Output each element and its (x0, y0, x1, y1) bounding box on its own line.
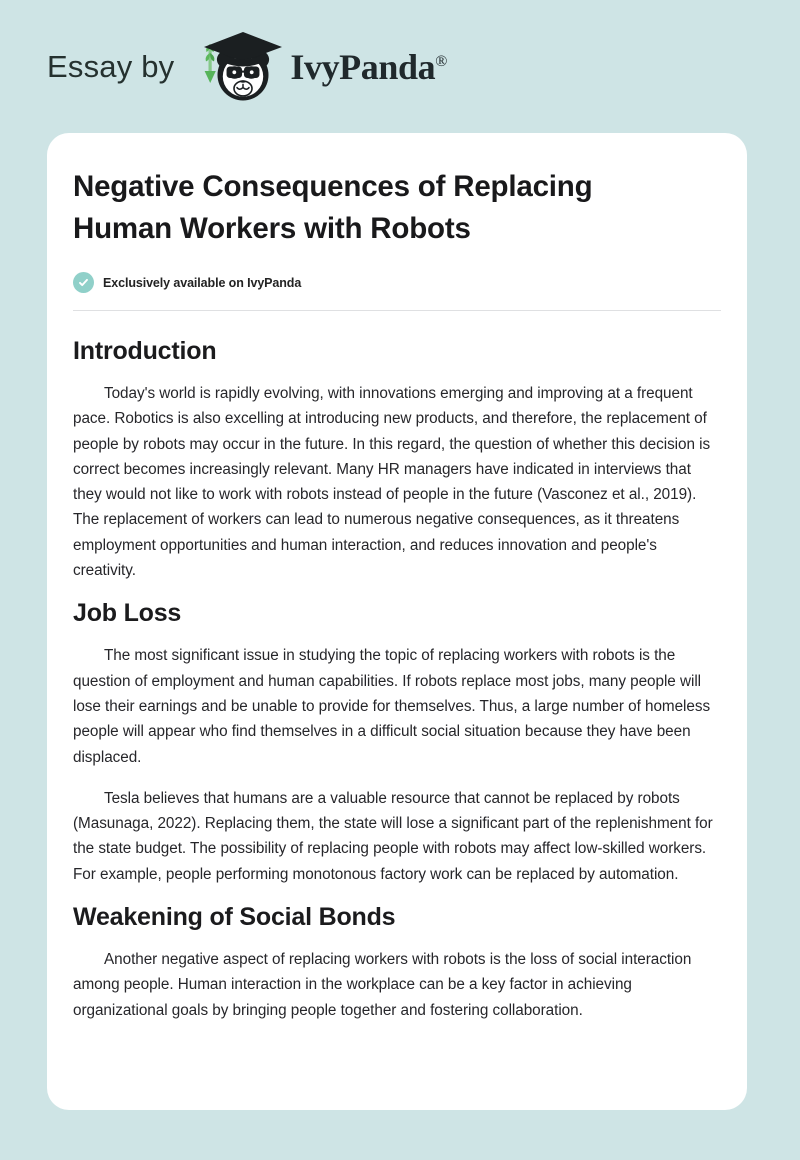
section-paragraph: The most significant issue in studying the topic of replacing workers with robots is the question of employment and human capabilities. If robots replace most jobs, many people will lose their earnings and be unable to provide for themselves. Thus, a large number of homeless people will appear who find themselves in a difficult social situation because they have been displaced. (73, 647, 711, 766)
essay-section-weakening-of-social-bonds (73, 901, 721, 1023)
exclusivity-badge (73, 272, 721, 293)
essay-content (47, 133, 747, 1023)
section-heading: Job Loss (73, 599, 182, 628)
brand-header (0, 0, 800, 133)
essay-section-introduction (73, 335, 721, 583)
section-paragraph: Today's world is rapidly evolving, with innovations emerging and improving at a frequent pace. Robotics is also excelling at introducing new products, and therefore, the replacement of people by robots may occur in the future. In this regard, the question of whether this decision is correct becomes increasingly relevant. Many HR managers have indicated in interviews that they would not like to work with robots instead of people in the future (Vasconez et al., 2019). The replacement of workers can lead to numerous negative consequences, as it threatens employment opportunities and human interaction, and reduces innovation and people's creativity. (73, 385, 711, 580)
page-title: Negative Consequences of Replacing Human Workers with Robots (73, 170, 593, 245)
exclusivity-label: Exclusively available on IvyPanda (103, 275, 302, 290)
registered-trademark-icon: ® (435, 52, 448, 70)
brand-lockup (47, 30, 447, 104)
panda-graduate-logo-icon (188, 30, 284, 104)
section-heading: Weakening of Social Bonds (73, 903, 396, 932)
ivypanda-logo[interactable] (188, 30, 447, 104)
section-paragraph: Another negative aspect of replacing workers with robots is the loss of social interaction among people. Human interaction in the workplace can be a key factor in achieving organizational goals by bringing people together and fostering collaboration. (73, 951, 692, 1019)
brand-wordmark-text: IvyPanda (290, 46, 436, 87)
section-paragraph: Tesla believes that humans are a valuable resource that cannot be replaced by robots (Masunaga, 2022). Replacing them, the state will lose a significant part of the replenishment for the state budget. The possibility of replacing people with robots may affect low-skilled workers. For example, people performing monotonous factory work can be replaced by automation. (73, 789, 713, 883)
essay-section-job-loss (73, 597, 721, 887)
section-heading: Introduction (73, 337, 217, 365)
brand-wordmark (290, 46, 447, 88)
essay-card (47, 133, 747, 1110)
title-divider (73, 310, 721, 311)
essay-by-label: Essay by (47, 48, 175, 84)
check-circle-icon (73, 272, 94, 293)
